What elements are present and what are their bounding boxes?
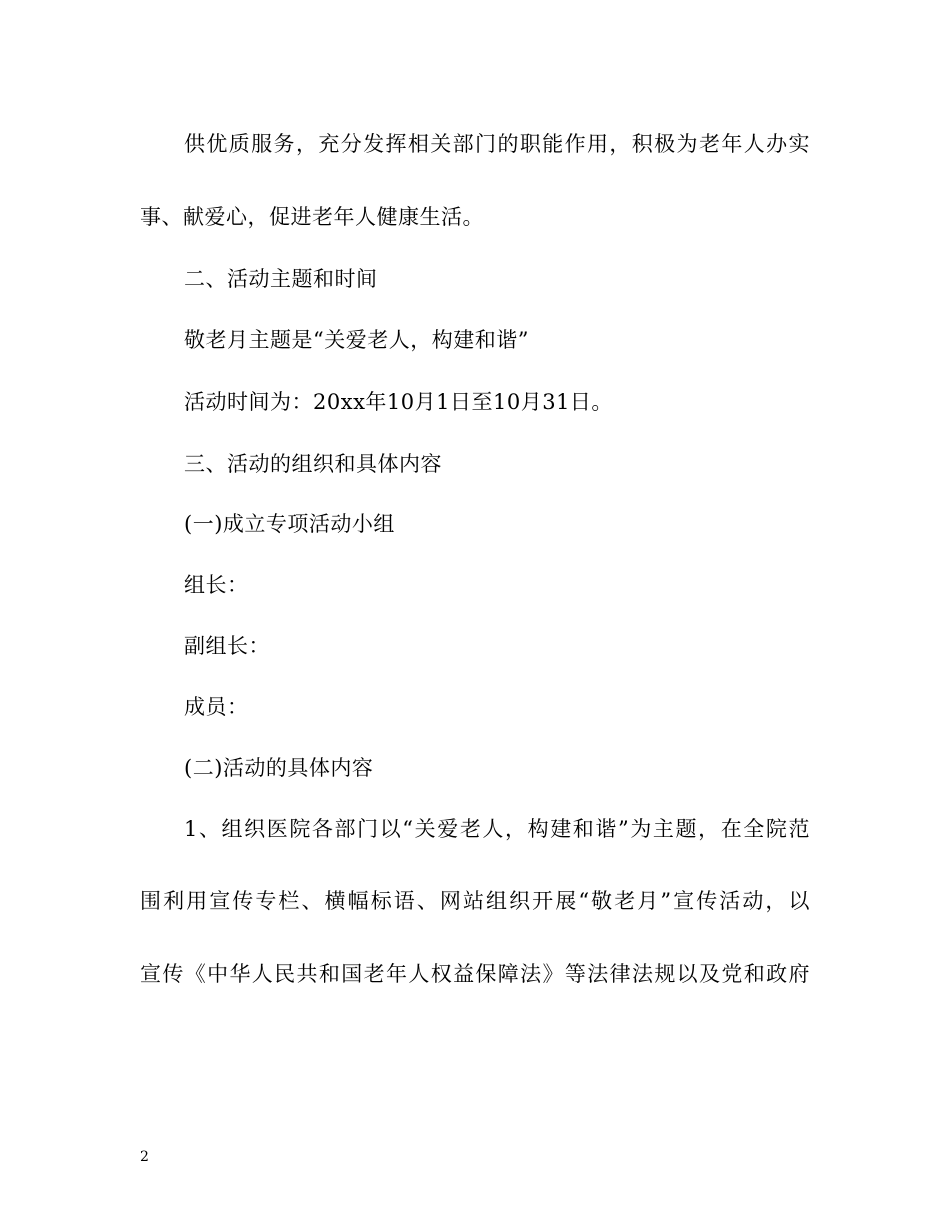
section-heading: 三、活动的组织和具体内容: [184, 452, 442, 476]
text-line: 围利用宣传专栏、横幅标语、网站组织开展“敬老月”宣传活动，以: [140, 889, 810, 913]
page-number: 2: [140, 1149, 149, 1165]
text-line: 事、献爱心，促进老年人健康生活。: [140, 205, 484, 229]
text-line: 活动时间为：20xx年10月1日至10月31日。: [184, 390, 613, 414]
subsection-heading: (一)成立专项活动小组: [184, 512, 395, 536]
text-line: 副组长：: [184, 634, 270, 658]
section-heading: 二、活动主题和时间: [184, 267, 378, 291]
text-line: 敬老月主题是“关爱老人，构建和谐”: [184, 328, 529, 352]
text-line: 成员：: [184, 695, 249, 719]
text-line: 1、组织医院各部门以“关爱老人，构建和谐”为主题，在全院范: [184, 817, 810, 841]
text-line: 宣传《中华人民共和国老年人权益保障法》等法律法规以及党和政府: [140, 962, 810, 986]
subsection-heading: (二)活动的具体内容: [184, 756, 374, 780]
text-line: 组长：: [184, 573, 249, 597]
text-line: 供优质服务，充分发挥相关部门的职能作用，积极为老年人办实: [184, 132, 810, 156]
